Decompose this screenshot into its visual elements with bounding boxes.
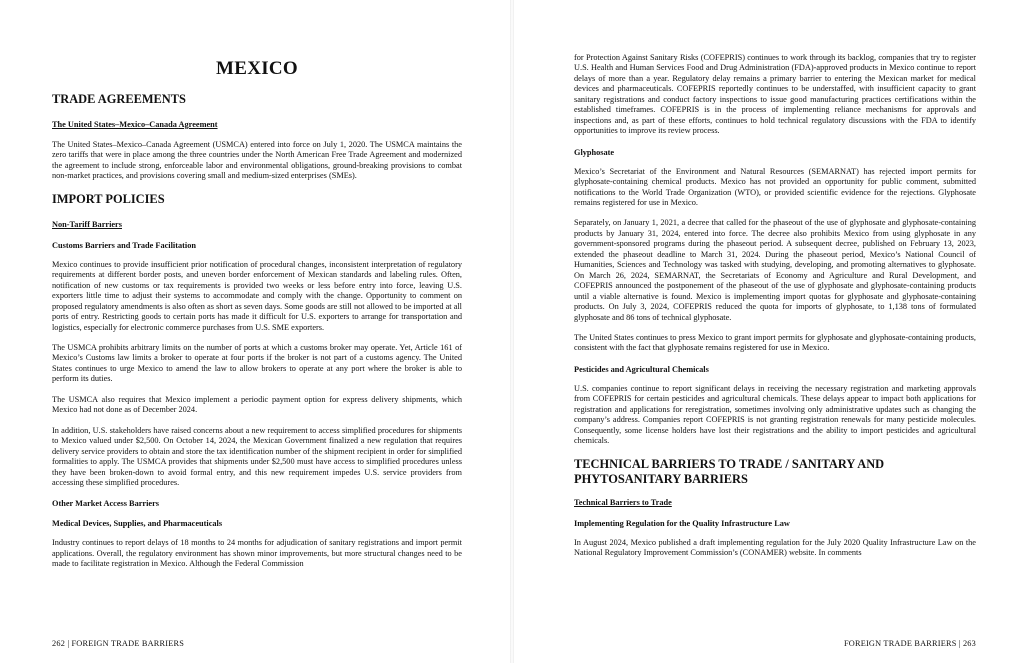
tbt-heading-line-2: PHYTOSANITARY BARRIERS <box>574 471 748 486</box>
page-title: MEXICO <box>215 58 299 79</box>
customs-paragraph-2: The USMCA prohibits arbitrary limits on the number of ports at which a customs broker may operate. Yet, Article 161 of Mexico’s Customs law limits a broker to operate at four ports if the broker is not part of a customs agency. The United States continues to urge Mexico to amend the law to allow brokers to operate at any port where the broker is able to perform its duties. <box>52 342 462 384</box>
import-policies-heading: IMPORT POLICIES <box>52 191 165 206</box>
medical-heading: Medical Devices, Supplies, and Pharmaceuticals <box>52 519 223 529</box>
glyphosate-paragraph-1: Mexico’s Secretariat of the Environment and Natural Resources (SEMARNAT) has rejected import permits for glyphosate-containing chemical products. Mexico has not provided an opportunity for public comment, submitted notifications to the World Trade Organization (WTO), or provided scientific evidence for the rejections. Glyphosate remains registered for use in Mexico. <box>574 166 976 207</box>
pesticides-paragraph: U.S. companies continue to report significant delays in receiving the necessary registration and marketing approvals from COFEPRIS for certain pesticides and agricultural chemicals. These delays appear to impact both applications for registration and applications for reregistration, sometimes involving only administrative updates such as changing the company’s address. Companies report COFEPRIS is not granting registration renewals for many pesticide molecules. Consequently, some license holders have lost their registrations and the ability to import pesticides and agricultural chemicals. <box>574 383 976 446</box>
tbt-heading <box>574 457 976 487</box>
non-tariff-subheading: Non-Tariff Barriers <box>52 219 122 229</box>
tbt-subheading: Technical Barriers to Trade <box>574 497 672 507</box>
other-barriers-heading: Other Market Access Barriers <box>52 499 159 509</box>
glyphosate-paragraph-2: Separately, on January 1, 2021, a decree that called for the phaseout of the use of glyphosate and glyphosate-containing products by January 31, 2024, entered into force. The decree also prohibits Mexico from using glyphosate in any government-sponsored programs during the phaseout period. A subsequent decree, published on February 13, 2023, extended the phaseout deadline to March 31, 2024. During the phaseout period, Mexico’s National Council of Humanities, Sciences and Technology was tasked with studying, developing, and promoting alternatives to glyphosate. On March 26, 2024, SEMARNAT, the Secretariats of Economy and Agriculture and Rural Development, and COFEPRIS announced the postponement of the phaseout of the use of glyphosate and glyphosate-containing products until a viable alternative is found. Mexico is implementing import quotas for glyphosate and glyphosate-containing products. On July 3, 2024, COFEPRIS reduced the quota for imports of glyphosate, to 1,138 tons of formulated glyphosate and 86 tons of technical glyphosate. <box>574 218 976 322</box>
page-footer-left: 262 | FOREIGN TRADE BARRIERS <box>52 639 185 648</box>
medical-paragraph-continued: for Protection Against Sanitary Risks (COFEPRIS) continues to work through its backlog, companies that try to register U.S. Health and Human Services Food and Drug Administration (FDA)-approved products in Mexico continue to report delays of more than a year. Regulatory delay remains a primary barrier to entering the Mexican market for medical devices and pharmaceuticals. COFEPRIS reportedly continues to be understaffed, with insufficient capacity to grant sanitary registrations and conduct factory inspections to issue good manufacturing practices certifications within the established timeframes. COFEPRIS is in the process of implementing reliance mechanisms for approvals and inspections and, as part of these efforts, continues to hold technical regulatory discussions with the FDA to identify opportunities to improve its review process. <box>574 53 976 136</box>
quality-infrastructure-heading: Implementing Regulation for the Quality Infrastructure Law <box>574 518 790 528</box>
pesticides-heading: Pesticides and Agricultural Chemicals <box>574 364 709 374</box>
trade-agreements-heading: TRADE AGREEMENTS <box>52 92 186 106</box>
glyphosate-heading: Glyphosate <box>574 147 615 157</box>
customs-paragraph-1: Mexico continues to provide insufficient prior notification of procedural changes, inconsistent interpretation of regulatory requirements at different border posts, and uneven border enforcement of Mexican standards and labeling rules. Often, notification of new customs or tax requirements is provided two weeks or less before entry into force, leaving U.S. exporters little time to adjust their systems to accommodate and comply with the change. Opportunity to comment on proposed regulatory amendments is also often as short as seven days. Some goods are still not allowed to be imported at all ports of entry. Restricting goods to certain ports has made it difficult for U.S. exporters to arrange for transportation and logistics, especially for electronic commerce purchases from U.S. SME exporters. <box>52 259 462 332</box>
page-footer-right: FOREIGN TRADE BARRIERS | 263 <box>843 639 976 648</box>
glyphosate-paragraph-3: The United States continues to press Mexico to grant import permits for glyphosate and glyphosate-containing products, consistent with the fact that glyphosate remains registered for use in Mexico. <box>574 332 976 353</box>
customs-heading: Customs Barriers and Trade Facilitation <box>52 240 196 250</box>
customs-paragraph-4: In addition, U.S. stakeholders have raised concerns about a new requirement to access simplified procedures for shipments to Mexico valued under $2,500. On October 14, 2024, the Mexican Government finalized a new regulation that requires delivery service providers to obtain and store the tax identification number of the shipment recipient in order for simplified formalities to apply. The USMCA provides that shipments under $2,500 must have access to simplified procedures unless they have been broken-down to avoid formal entry, and this new requirement impedes U.S. service providers from accessing these simplified procedures. <box>52 425 462 487</box>
tbt-heading-line-1: TECHNICAL BARRIERS TO TRADE / SANITARY AND <box>574 456 885 471</box>
usmca-paragraph: The United States–Mexico–Canada Agreement (USMCA) entered into force on July 1, 2020. The USMCA maintains the zero tariffs that were in place among the three countries under the North American Free Trade Agreement and modernized the agreement to include strong, enforceable labor and environmental obligations, ground-breaking provisions to combat non-market practices, and provisions covering small and medium-sized enterprises (SMEs). <box>52 140 462 181</box>
usmca-subheading: The United States–Mexico–Canada Agreement <box>52 120 218 129</box>
quality-infrastructure-paragraph: In August 2024, Mexico published a draft implementing regulation for the July 2020 Quality Infrastructure Law on the National Regulatory Improvement Commission’s (CONAMER) website. In comments <box>574 537 976 558</box>
medical-paragraph: Industry continues to report delays of 18 months to 24 months for adjudication of sanitary registrations and import permit applications. Overall, the regulatory environment has shown minor improvements, but more structural changes need to be made to facilitate registration in Mexico. Although the Federal Commission <box>52 538 462 569</box>
customs-paragraph-3: The USMCA also requires that Mexico implement a periodic payment option for express delivery shipments, which Mexico had not done as of December 2024. <box>52 394 462 415</box>
right-page <box>512 0 1024 663</box>
